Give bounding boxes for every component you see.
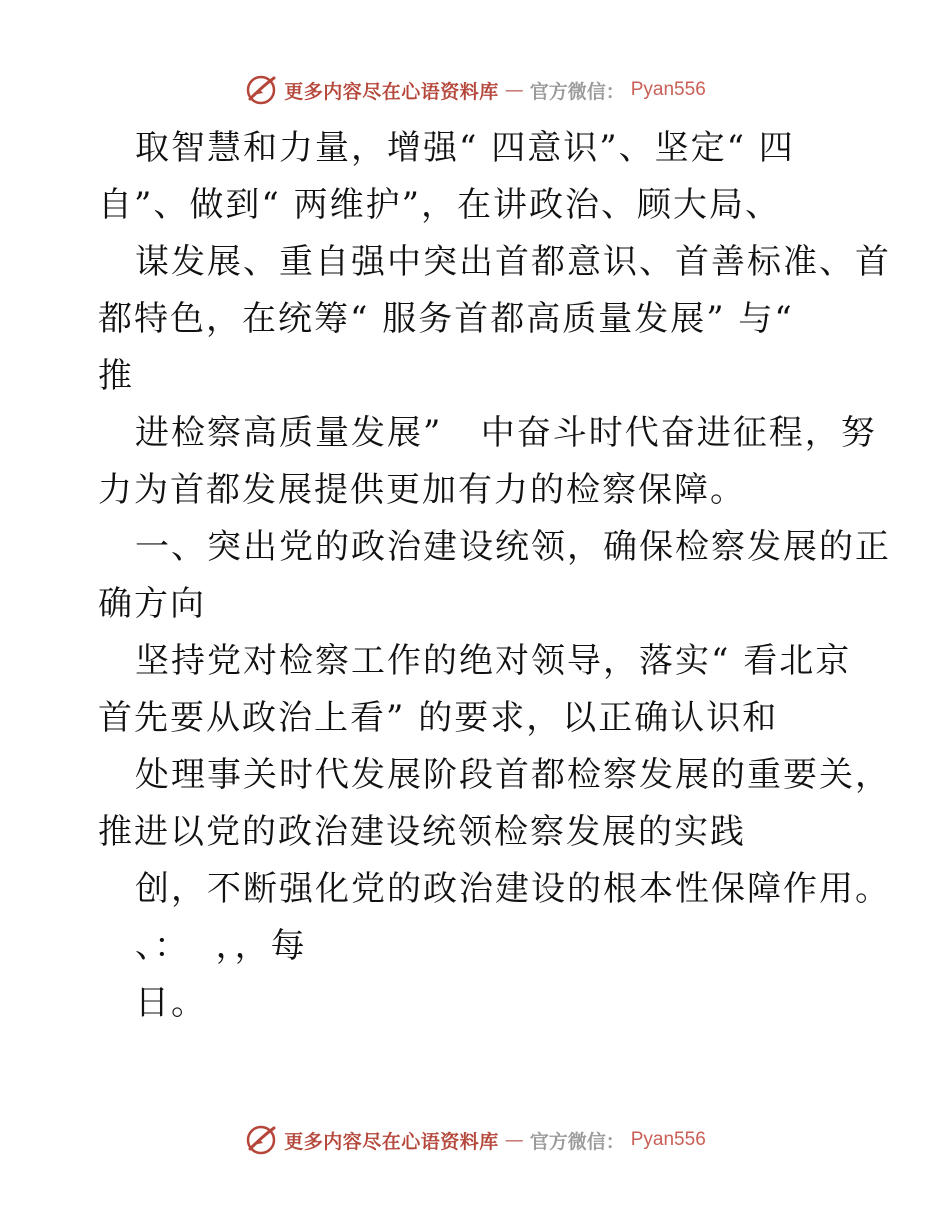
text-line: 推进以党的政治建设统领检察发展的实践 bbox=[98, 812, 746, 852]
text-line: 坚持党对检察工作的绝对领导，落实“ 看北京 bbox=[135, 641, 852, 681]
watermark-text: 更多内容尽在心语资料库 bbox=[284, 80, 499, 103]
watermark-dash: — bbox=[504, 1129, 524, 1151]
watermark-dash: — bbox=[504, 79, 524, 101]
text-line: 取智慧和力量，增强“ 四意识”、坚定“ 四 bbox=[135, 128, 795, 168]
text-line: 力为首都发展提供更加有力的检察保障。 bbox=[98, 470, 746, 510]
text-line: 谋发展、重自强中突出首都意识、首善标准、首 bbox=[135, 242, 891, 282]
pen-logo-icon bbox=[244, 73, 278, 107]
watermark-text: 更多内容尽在心语资料库 bbox=[284, 1130, 499, 1153]
text-line: 自”、做到“ 两维护”，在讲政治、顾大局、 bbox=[98, 185, 781, 225]
text-line: 进检察高质量发展” 中奋斗时代奋进征程，努 bbox=[135, 413, 877, 453]
text-line: 都特色，在统筹“ 服务首都高质量发展” 与“ bbox=[98, 299, 794, 339]
text-line: 创，不断强化党的政治建设的根本性保障作用。 bbox=[135, 869, 891, 909]
watermark-label: 官方微信： bbox=[529, 80, 625, 103]
text-line: 、： ，，每 bbox=[135, 926, 307, 966]
header-watermark bbox=[0, 70, 950, 110]
text-line: 确方向 bbox=[98, 584, 206, 624]
watermark-id: Pyan556 bbox=[630, 1129, 706, 1150]
watermark-label: 官方微信： bbox=[529, 1130, 625, 1153]
text-line: 日。 bbox=[135, 983, 207, 1023]
text-line: 处理事关时代发展阶段首都检察发展的重要关， bbox=[135, 755, 891, 795]
footer-watermark bbox=[0, 1120, 950, 1160]
text-line: 推 bbox=[98, 356, 134, 396]
text-line: 首先要从政治上看” 的要求，以正确认识和 bbox=[98, 698, 779, 738]
pen-logo-icon bbox=[244, 1123, 278, 1157]
watermark-id: Pyan556 bbox=[630, 79, 706, 100]
text-line: 一、突出党的政治建设统领，确保检察发展的正 bbox=[135, 527, 891, 567]
